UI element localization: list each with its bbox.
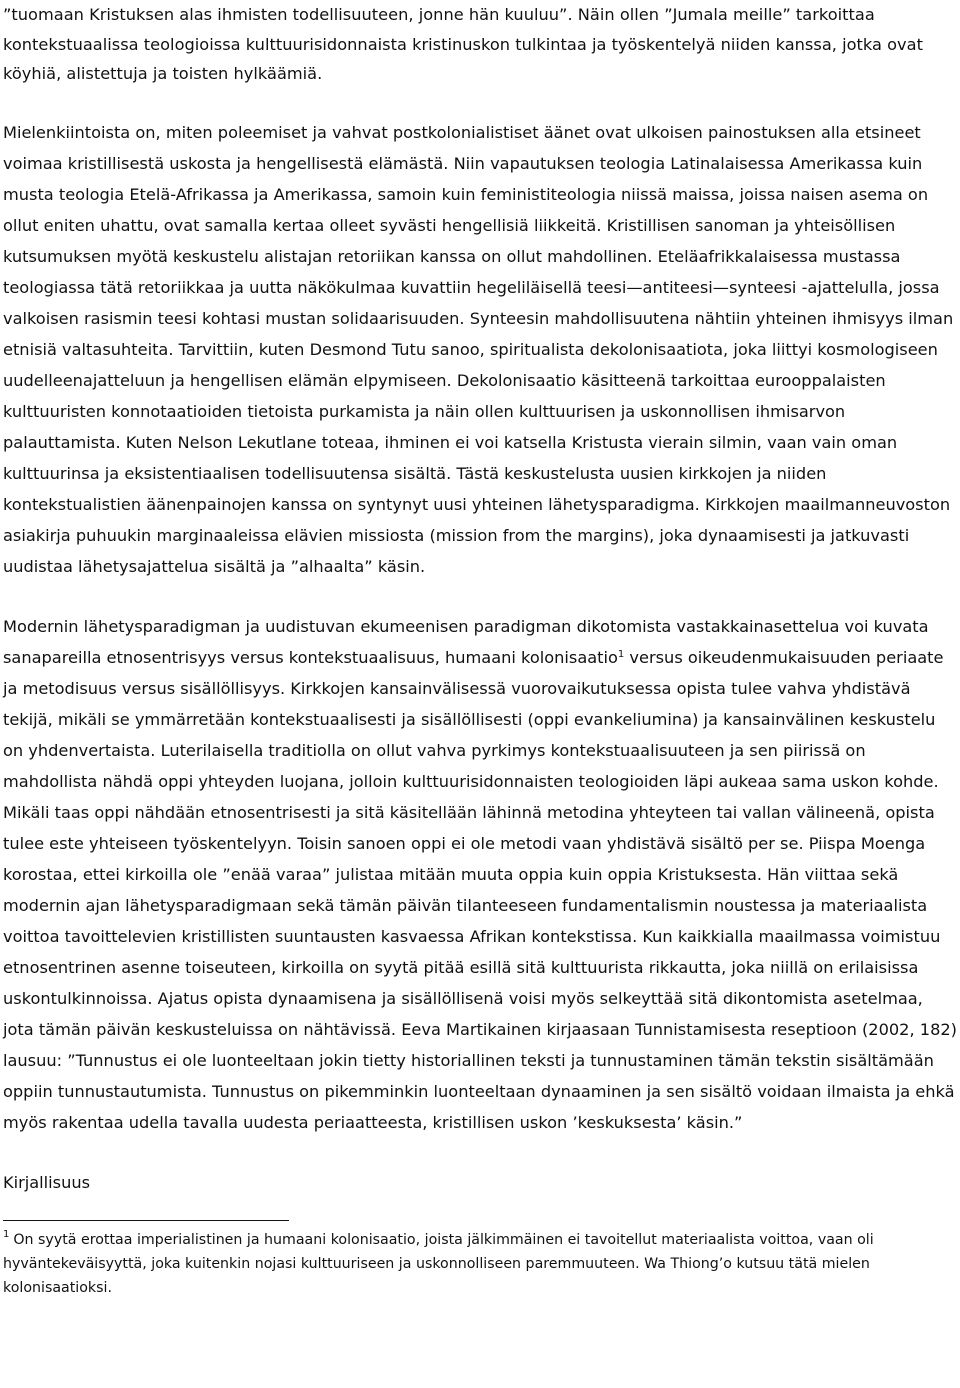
body-paragraph-3 — [3, 611, 957, 1138]
body-paragraph-2: Mielenkiintoista on, miten poleemiset ja vahvat postkolonialistiset äänet ovat ulkoisen painostuksen alla etsineet voimaa kristillisestä uskosta ja hengellisestä elämästä. Niin vapautuksen teologia Latinalaisessa Amerikassa kuin musta teologia Etelä-Afrikassa ja Amerikassa, samoin kuin feministiteologia niissä maissa, joissa naisen asema on ollut eniten uhattu, ovat samalla kertaa olleet syvästi hengellisiä liikkeitä. Kristillisen sanoman ja yhteisöllisen kutsumuksen myötä keskustelu alistajan retoriikan kanssa on ollut mahdollinen. Eteläafrikkalaisessa mustassa teologiassa tätä retoriikkaa ja uutta näkökulmaa kuvattiin hegeliläisellä teesi—antiteesi—synteesi -ajattelulla, jossa valkoisen rasismin teesi kohtasi mustan solidaarisuuden. Synteesin mahdollisuutena nähtiin yhteinen ihmisyys ilman etnisiä valtasuhteita. Tarvittiin, kuten Desmond Tutu sanoo, spiritualista dekolonisaatiota, joka liittyi kosmologiseen uudelleenajatteluun ja hengellisen elämän elpymiseen. Dekolonisaatio käsitteenä tarkoittaa eurooppalaisten kulttuuristen konnotaatioiden tietoista purkamista ja näin ollen kulttuurisen ja uskonnollisen ihmisarvon palauttamista. Kuten Nelson Lekutlane toteaa, ihminen ei voi katsella Kristusta vierain silmin, vaan vain oman kulttuurinsa ja eksistentiaalisen todellisuutensa sisältä. Tästä keskustelusta uusien kirkkojen ja niiden kontekstualistien äänenpainojen kanssa on syntynyt uusi yhteinen lähetysparadigma. Kirkkojen maailmanneuvoston asiakirja puhuukin marginaaleissa elävien missiosta (mission from the margins), joka dynaamisesti ja jatkuvasti uudistaa lähetysajattelua sisältä ja ”alhaalta” käsin. — [3, 122, 954, 576]
footnote-text: On syytä erottaa imperialistinen ja humaani kolonisaatio, joista jälkimmäinen ei tavoitellut materiaalista voittoa, vaan oli hyväntekeväisyyttä, joka kuitenkin nojasi kulttuuriseen ja uskonnolliseen paremmuuteen. Wa Thiong’o kutsuu tätä mielen kolonisaatioksi. — [3, 1231, 874, 1296]
footnote-number: 1 — [3, 1228, 10, 1240]
paragraph-3-text-end: versus oikeudenmukaisuuden periaate ja metodisuus versus sisällöllisyys. Kirkkojen kansainvälisessä vuorovaikutuksessa opista tulee vahva yhdistävä tekijä, mikäli se ymmärretään kontekstuaalisesti ja sisällöllisesti (oppi evankeliumina) ja kansainvälinen keskustelu on yhdenvertaista. Luterilaisella traditiolla on ollut vahva pyrkimys kontekstuaalisuuteen ja sen piirissä on mahdollista nähdä oppi yhteyden luojana, jolloin kulttuurisidonnaisten teologioiden läpi aukeaa sama uskon kohde. Mikäli taas oppi nähdään etnosentrisesti ja sitä käsitellään lähinnä metodina yhteyteen tai vallan välineenä, opista tulee este yhteiseen työskentelyyn. Toisin sanoen oppi ei ole metodi vaan yhdistävä sisältö per se. Piispa Moenga korostaa, ettei kirkoilla ole ”enää varaa” julistaa mitään muuta oppia kuin oppia Kristuksesta. Hän viittaa sekä modernin ajan lähetysparadigmaan sekä tämän päivän tilanteeseen fundamentalismin noustessa ja materiaalista voittoa tavoittelevien kristillisten suuntausten kasvaessa Afrikan kontekstissa. Kun kaikkialla maailmassa voimistuu etnosentrinen asenne toiseuteen, kirkoilla on syytä pitää esillä sitä kulttuurista rikkautta, joka niillä on erilaisissa uskontulkinnoissa. Ajatus opista dynaamisena ja sisällöllisenä voisi myös selkeyttää sitä dikontomista asetelmaa, jota tämän päivän keskusteluissa on nähtävissä. Eeva Martikainen kirjaasaan Tunnistamisesta reseptioon (2002, 182) lausuu: ”Tunnustus ei ole luonteeltaan jokin tietty historiallinen teksti ja tunnustaminen tämän tekstin sisältämään oppiin tunnustautumista. Tunnustus on pikemminkin luonteeltaan dynaaminen ja sen sisältö voidaan ilmaista ja ehkä myös rakentaa udella tavalla uudesta periaatteesta, kristillisen uskon ’keskuksesta’ käsin.” — [3, 647, 957, 1132]
footnote — [3, 1228, 957, 1300]
footnote-reference[interactable]: 1 — [617, 648, 625, 660]
body-paragraph-1: ”tuomaan Kristuksen alas ihmisten todellisuuteen, jonne hän kuuluu”. Näin ollen ”Jumala meille” tarkoittaa kontekstuaalissa teologioissa kulttuurisidonnaista kristinuskon tulkintaa ja työskentelyä niiden kanssa, jotka ovat köyhiä, alistettuja ja toisten hylkäämiä. — [3, 5, 923, 83]
section-heading-kirjallisuus: Kirjallisuus — [3, 1172, 91, 1192]
footnote-separator — [3, 1220, 289, 1221]
document-page — [3, 0, 957, 1300]
paragraph-3-text-start: Modernin lähetysparadigman ja uudistuvan ekumeenisen paradigman dikotomista vastakkainasettelua voi kuvata sanapareilla etnosentrisyys versus kontekstuaalisuus, humaani kolonisaatio — [3, 616, 929, 667]
